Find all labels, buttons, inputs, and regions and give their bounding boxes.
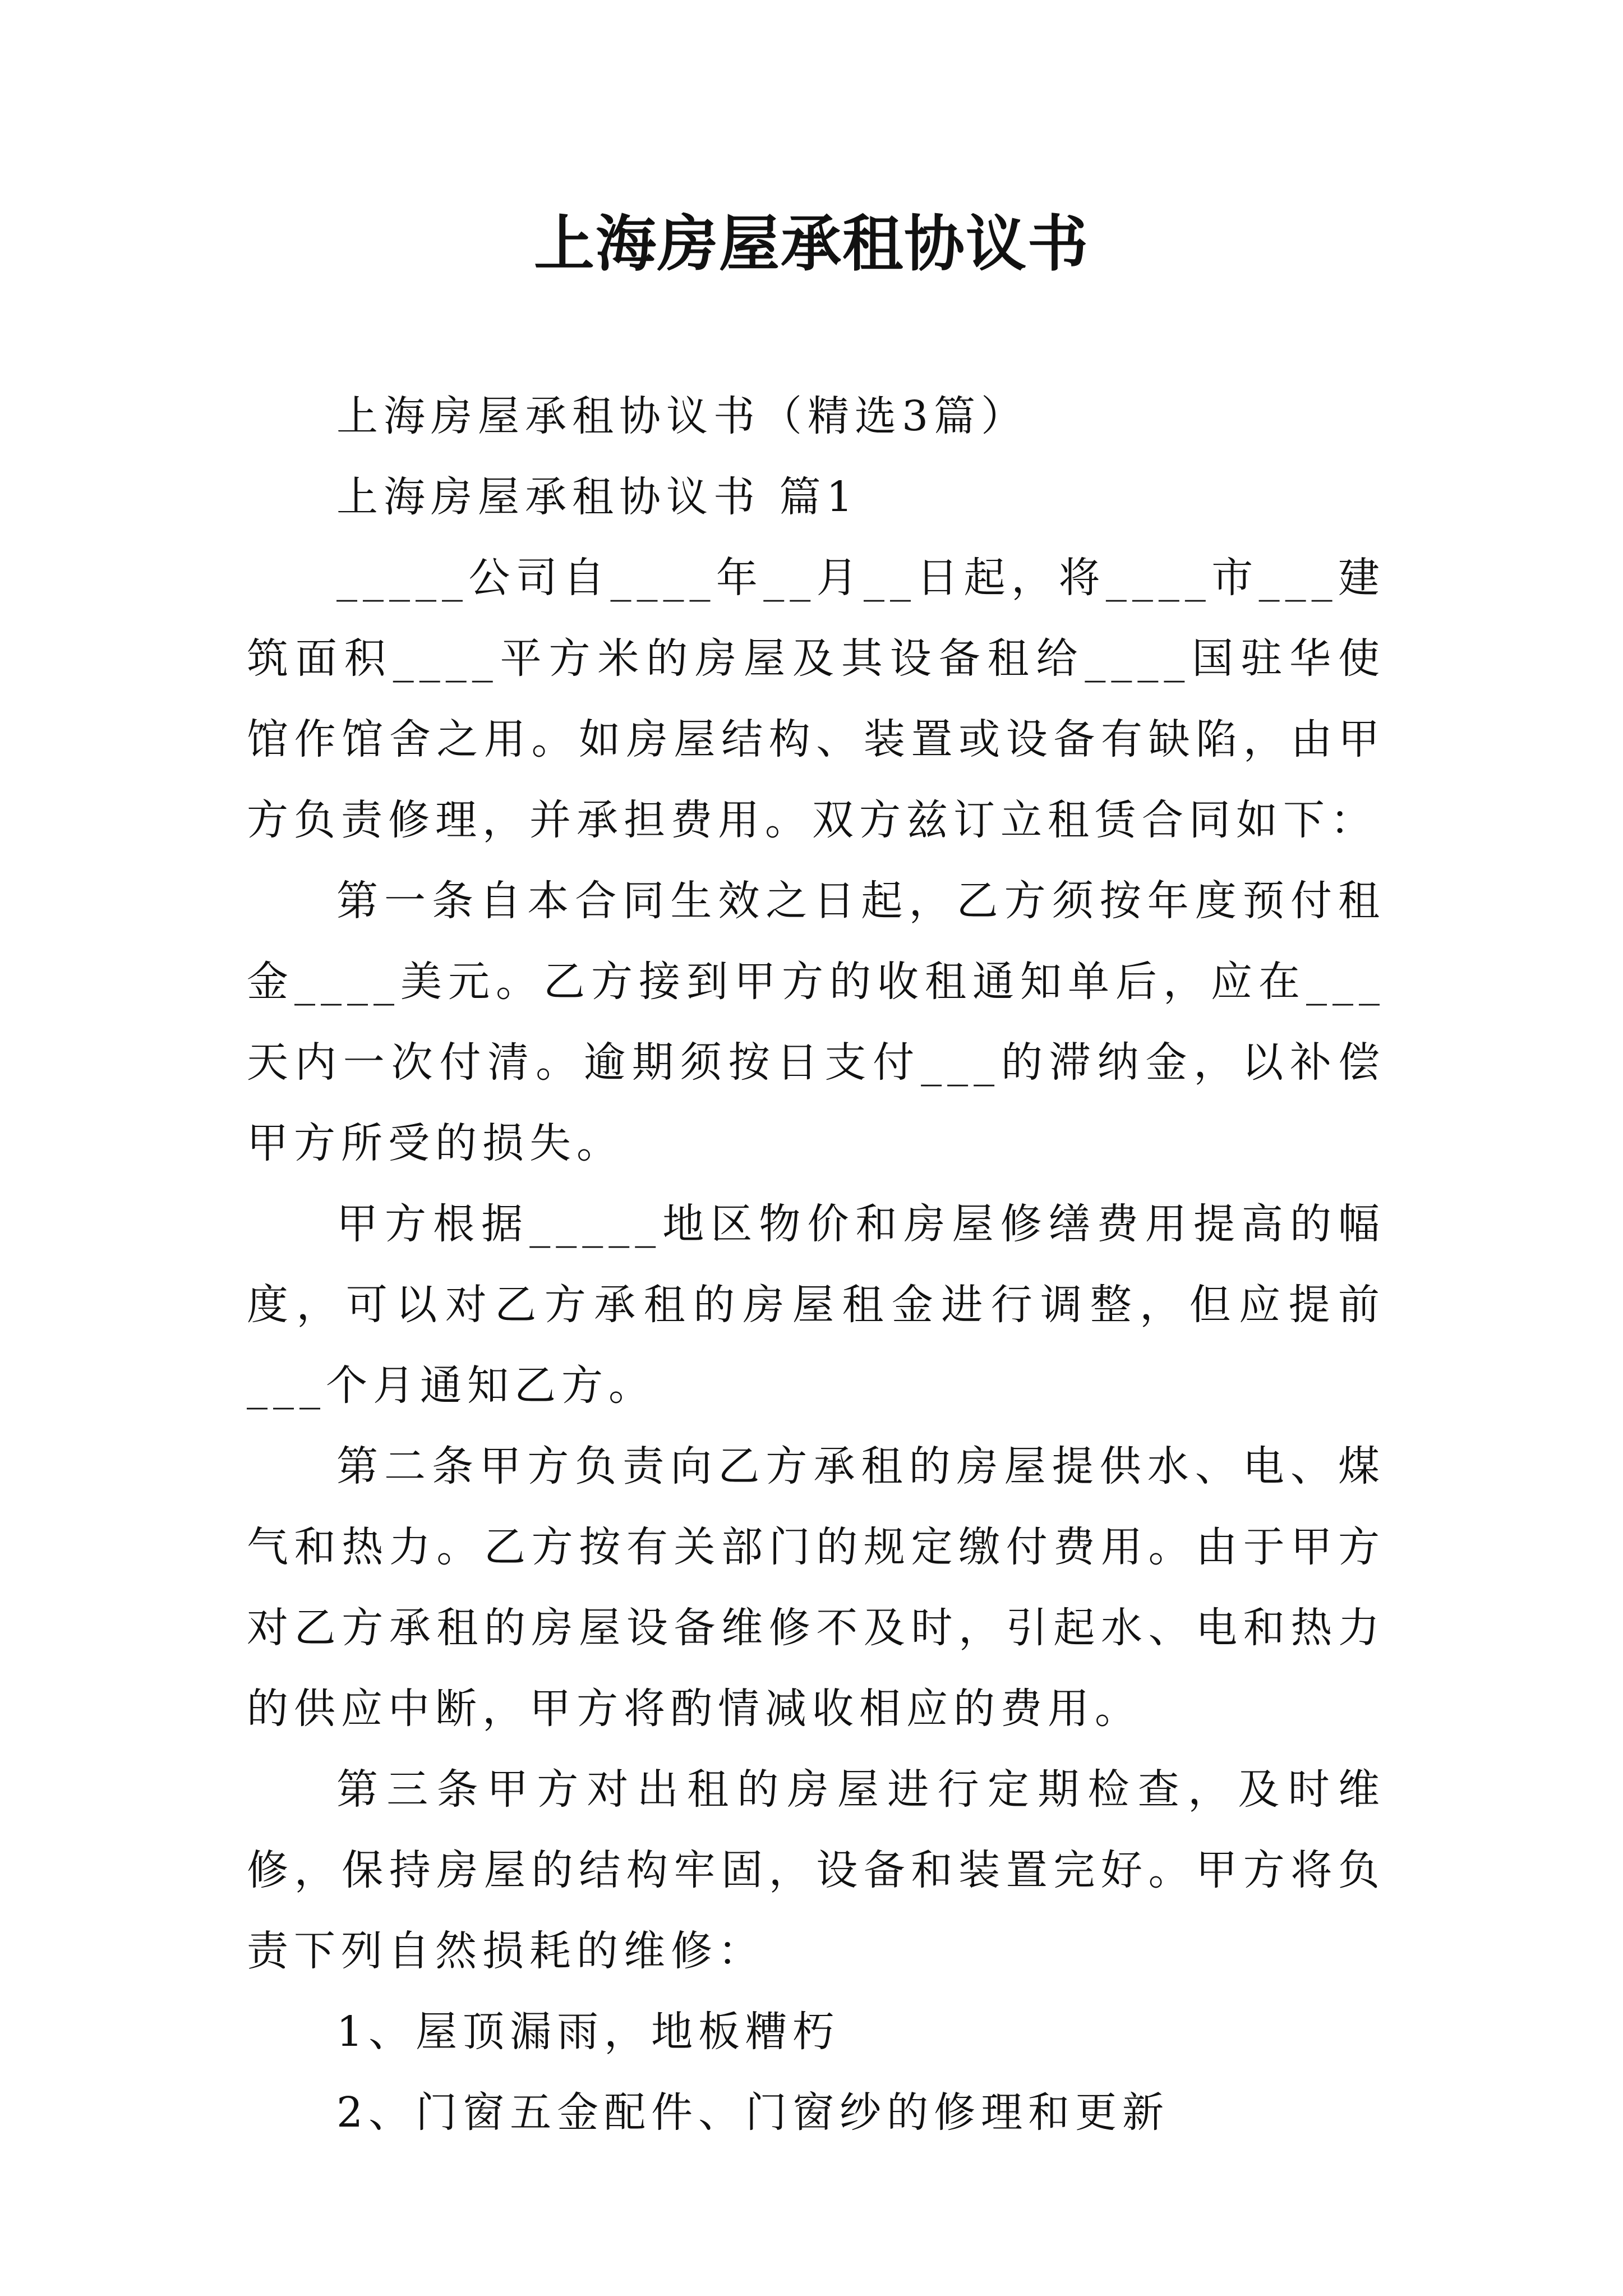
paragraph-article-1: 第一条自本合同生效之日起，乙方须按年度预付租金____美元。乙方接到甲方的收租通知单后，应在___天内一次付清。逾期须按日支付___的滞纳金，以补偿甲方所受的损失。 bbox=[247, 877, 1385, 1167]
paragraph-article-2: 第二条甲方负责向乙方承租的房屋提供水、电、煤气和热力。乙方按有关部门的规定缴付费用。由于甲方对乙方承租的房屋设备维修不及时，引起水、电和热力的供应中断，甲方将酌情减收相应的费用。 bbox=[247, 1442, 1385, 1733]
list-item-1: 1、屋顶漏雨，地板糟朽 bbox=[336, 2008, 840, 2056]
document-title: 上海房屋承租协议书 bbox=[533, 209, 1089, 279]
paragraph-rent-adjustment: 甲方根据_____地区物价和房屋修缮费用提高的幅度，可以对乙方承租的房屋租金进行调整，但应提前___个月通知乙方。 bbox=[247, 1200, 1385, 1410]
list-item-2: 2、门窗五金配件、门窗纱的修理和更新 bbox=[336, 2088, 1170, 2137]
paragraph-article-3: 第三条甲方对出租的房屋进行定期检查，及时维修，保持房屋的结构牢固，设备和装置完好。甲方将负责下列自然损耗的维修： bbox=[247, 1765, 1385, 1975]
document-body bbox=[247, 376, 1385, 2153]
paragraph-subtitle: 上海房屋承租协议书（精选3篇） bbox=[336, 392, 1029, 440]
paragraph-intro: _____公司自____年__月__日起，将____市___建筑面积____平方米的房屋及其设备租给____国驻华使馆作馆舍之用。如房屋结构、装置或设备有缺陷，由甲方负责修理，并承担费用。双方兹订立租赁合同如下： bbox=[247, 554, 1385, 844]
paragraph-section-heading: 上海房屋承租协议书 篇1 bbox=[336, 473, 859, 521]
